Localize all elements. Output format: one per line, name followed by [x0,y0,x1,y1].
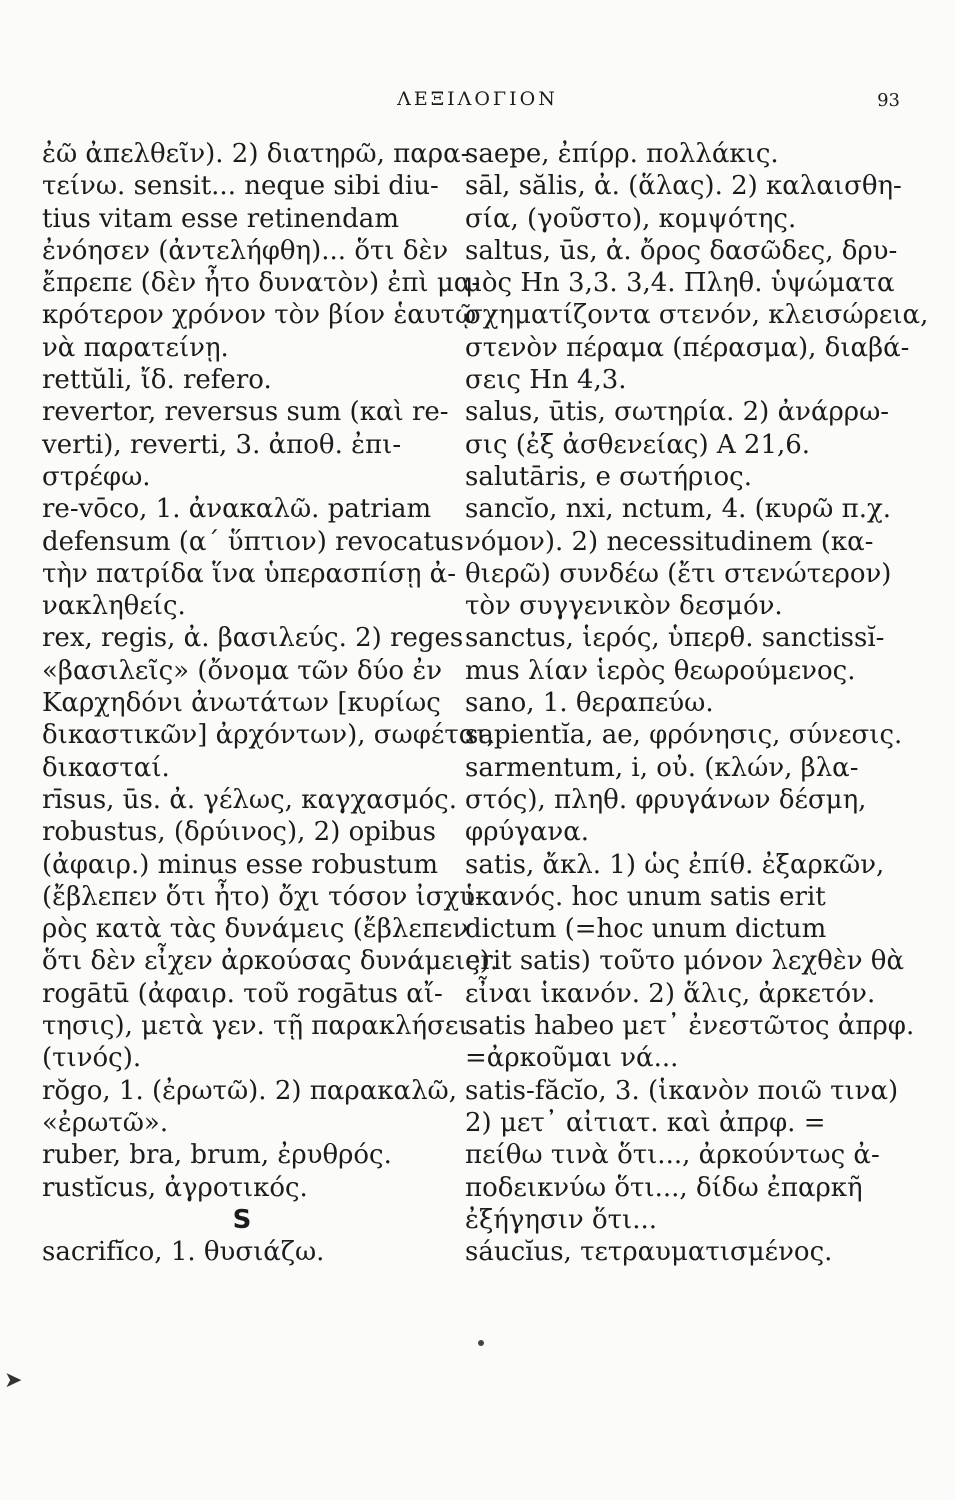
right-column-line: sapientĭa, ae, φρόνησις, σύνεσις. [465,720,903,751]
left-column-line: ἐνόησεν (ἀντελήφθη)... ὅτι δὲν [42,235,449,266]
right-column-line: sāl, sălis, ἀ. (ἅλας). 2) καλαισθη- [465,171,902,202]
left-column-line: νὰ παρατείνῃ. [42,332,229,363]
right-column-line: sanctus, ἱερός, ὑπερθ. sanctissĭ- [465,623,885,654]
right-column-line: mus λίαν ἱερὸς θεωρούμενος. [465,655,856,686]
left-column-line: ἔπρεπε (δὲν ἦτο δυνατὸν) ἐπὶ μα- [42,268,481,299]
right-column-line: σεις Hn 4,3. [465,365,627,396]
left-column-line: sacrifĭco, 1. θυσιάζω. [42,1237,325,1268]
left-column-line: Καρχηδόνι ἀνωτάτων [κυρίως [42,688,441,719]
left-column-line: τησις), μετὰ γεν. τῇ παρακλήσει [42,1011,469,1042]
left-column-line: rettŭli, ἴδ. refero. [42,365,272,396]
right-column-line: dictum (=hoc unum dictum [465,914,827,945]
left-column-line: δικασταί. [42,752,170,783]
right-column-line: στός), πληθ. φρυγάνων δέσμη, [465,784,867,815]
left-column-line: re-vōco, 1. ἀνακαλῶ. patriam [42,494,432,525]
left-column-line: rogātū (ἀφαιρ. τοῦ rogātus αἴ- [42,978,443,1009]
left-column-line: (ἀφαιρ.) minus esse robustum [42,849,439,880]
left-column-line: ρὸς κατὰ τὰς δυνάμεις (ἔβλεπεν [42,914,469,945]
right-column-line: satis habeo μετ᾽ ἐνεστῶτος ἀπρφ. [465,1011,915,1042]
right-column-line: satis, ἄκλ. 1) ὡς ἐπίθ. ἐξαρκῶν, [465,849,885,880]
left-column-line: νακληθείς. [42,591,186,622]
right-column-line: ἱκανός. hoc unum satis erit [465,881,826,912]
ink-dot-mark [478,1340,484,1346]
right-column-line: στενὸν πέραμα (πέρασμα), διαβά- [465,332,910,363]
left-column-line: δικαστικῶν] ἀρχόντων), σωφέται, [42,720,495,751]
running-head: ΛΕΞΙΛΟΓΙΟΝ [397,88,558,110]
left-column-line: tius vitam esse retinendam [42,203,399,234]
right-column-line: 2) μετ᾽ αἰτιατ. καὶ ἀπρφ. = [465,1107,826,1138]
left-column-line: κρότερον χρόνον τὸν βίον ἑαυτῷ [42,300,477,331]
left-column-line: defensum (α΄ ὕπτιον) revocatus [42,526,464,557]
left-column-line: rustĭcus, ἀγροτικός. [42,1172,308,1203]
right-column-line: saltus, ūs, ἀ. ὄρος δασῶδες, δρυ- [465,235,898,266]
right-column-line: sarmentum, i, οὐ. (κλών, βλα- [465,752,859,783]
left-column-line: robustus, (δρύινος), 2) opibus [42,817,436,848]
section-letter: S [232,1204,252,1235]
left-column-line: rŏgo, 1. (ἐρωτῶ). 2) παρακαλῶ, [42,1075,458,1106]
left-column-line: «βασιλεῖς» (ὄνομα τῶν δύο ἐν [42,655,443,686]
right-column-line: φρύγανα. [465,817,590,848]
right-column-line: salus, ūtis, σωτηρία. 2) ἀνάρρω- [465,397,890,428]
right-column-line: sancĭo, nxi, nctum, 4. (κυρῶ π.χ. [465,494,891,525]
left-column-line: ἐῶ ἀπελθεῖν). 2) διατηρῶ, παρα- [42,139,470,169]
right-column-line: σχηματίζοντα στενόν, κλεισώρεια, [465,300,929,331]
left-column-line: (τινός). [42,1043,142,1074]
right-column-line: τὸν συγγενικὸν δεσμόν. [465,591,783,622]
right-column-line: σις (ἐξ ἀσθενείας) A 21,6. [465,429,811,460]
right-column-line: saepe, ἐπίρρ. πολλάκις. [465,139,779,169]
left-column-line: στρέφω. [42,461,151,492]
left-column-line: rex, regis, ἀ. βασιλεύς. 2) reges [42,623,464,654]
right-column-line: ποδεικνύω ὅτι..., δίδω ἐπαρκῆ [465,1172,863,1203]
right-column-line: satis-făcĭo, 3. (ἱκανὸν ποιῶ τινα) [465,1075,899,1106]
left-column-line: «ἐρωτῶ». [42,1107,169,1138]
right-column-line: salutāris, e σωτήριος. [465,461,752,492]
right-column-line: μὸς Hn 3,3. 3,4. Πληθ. ὑψώματα [465,268,895,299]
left-column-line: ὅτι δὲν εἶχεν ἀρκούσας δυνάμεις). [42,946,499,977]
right-column-line: sano, 1. θεραπεύω. [465,688,714,719]
left-column-line: revertor, reversus sum (καὶ re- [42,397,449,428]
right-column-line: σία, (γοῦστο), κομψότης. [465,203,797,234]
left-column-line: τείνω. sensit... neque sibi diu- [42,171,439,202]
left-column-line: (ἔβλεπεν ὅτι ἦτο) ὄχι τόσον ἰσχυ- [42,881,484,912]
right-column-line: =ἀρκοῦμαι νά... [465,1043,679,1074]
left-column [42,138,499,1268]
page-number: 93 [877,90,900,111]
right-column-line: ἐξήγησιν ὅτι... [465,1204,658,1235]
left-column-line: verti), reverti, 3. ἀποθ. ἐπι- [42,429,402,460]
right-column-line: πείθω τινὰ ὅτι..., ἀρκούντως ἀ- [465,1140,880,1171]
right-column-line: θιερῶ) συνδέω (ἔτι στενώτερον) [465,558,892,589]
margin-arrow-icon: ➤ [4,1368,23,1393]
left-column-line: ruber, bra, brum, ἐρυθρός. [42,1140,392,1171]
right-column-line: εἶναι ἱκανόν. 2) ἅλις, ἀρκετόν. [465,978,876,1009]
left-column-line: rīsus, ūs. ἀ. γέλως, καγχασμός. [42,784,457,815]
right-column [465,138,929,1268]
right-column-line: erit satis) τοῦτο μόνον λεχθὲν θὰ [465,946,905,977]
right-column-line: sáucĭus, τετραυματισμένος. [465,1237,833,1268]
right-column-line: νόμον). 2) necessitudinem (κα- [465,526,874,557]
left-column-line: τὴν πατρίδα ἵνα ὑπερασπίσῃ ἀ- [42,558,457,589]
